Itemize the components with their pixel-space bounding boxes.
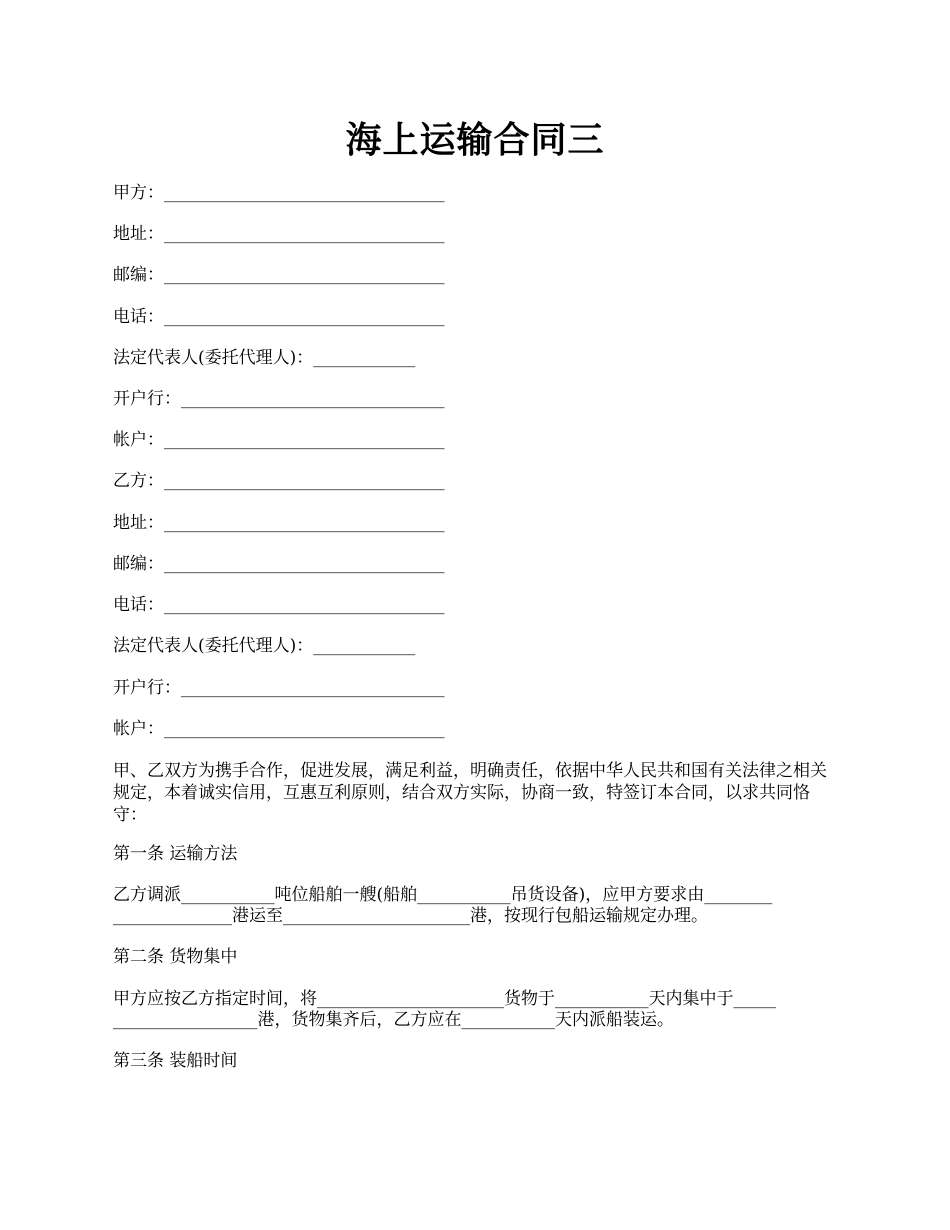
party-a-name-field: 甲方：_________________________________ [113, 183, 445, 203]
party-b-account-field: 帐户：_________________________________ [113, 719, 445, 739]
party-b-address-field: 地址：_________________________________ [113, 513, 445, 533]
party-b-phone-field: 电话：_________________________________ [113, 595, 445, 615]
party-a-legal-rep-field: 法定代表人(委托代理人)：____________ [113, 348, 416, 368]
party-b-name-field: 乙方：_________________________________ [113, 471, 445, 491]
party-b-legal-rep-field: 法定代表人(委托代理人)：____________ [113, 636, 416, 656]
article2-text-line2: _________________港，货物集齐后，乙方应在___________天内派船装运。 [113, 1010, 674, 1030]
article1-text-line2: ______________港运至______________________港，按现行包船运输规定办理。 [113, 906, 708, 926]
party-a-phone-field: 电话：_________________________________ [113, 307, 445, 327]
party-a-account-field: 帐户：_________________________________ [113, 430, 445, 450]
party-a-bank-field: 开户行：_______________________________ [113, 389, 445, 409]
party-b-bank-field: 开户行：_______________________________ [113, 678, 445, 698]
article3-heading: 第三条 装船时间 [113, 1051, 238, 1071]
article2-text-line1: 甲方应按乙方指定时间，将______________________货物于___________天内集中于_____ [113, 989, 776, 1009]
article1-heading: 第一条 运输方法 [113, 844, 238, 864]
preamble-paragraph: 甲、乙双方为携手合作，促进发展，满足利益，明确责任，依据中华人民共和国有关法律之相关规定，本着诚实信用，互惠互利原则，结合双方实际，协商一致，特签订本合同，以求共同恪守： [113, 761, 827, 825]
document-title: 海上运输合同三 [345, 119, 605, 161]
party-b-postcode-field: 邮编：_________________________________ [113, 554, 445, 574]
party-a-address-field: 地址：_________________________________ [113, 224, 445, 244]
article2-heading: 第二条 货物集中 [113, 947, 238, 967]
article1-text-line1: 乙方调派___________吨位船舶一艘(船舶___________吊货设备)，应甲方要求由________ [113, 885, 773, 905]
party-a-postcode-field: 邮编：_________________________________ [113, 265, 445, 285]
